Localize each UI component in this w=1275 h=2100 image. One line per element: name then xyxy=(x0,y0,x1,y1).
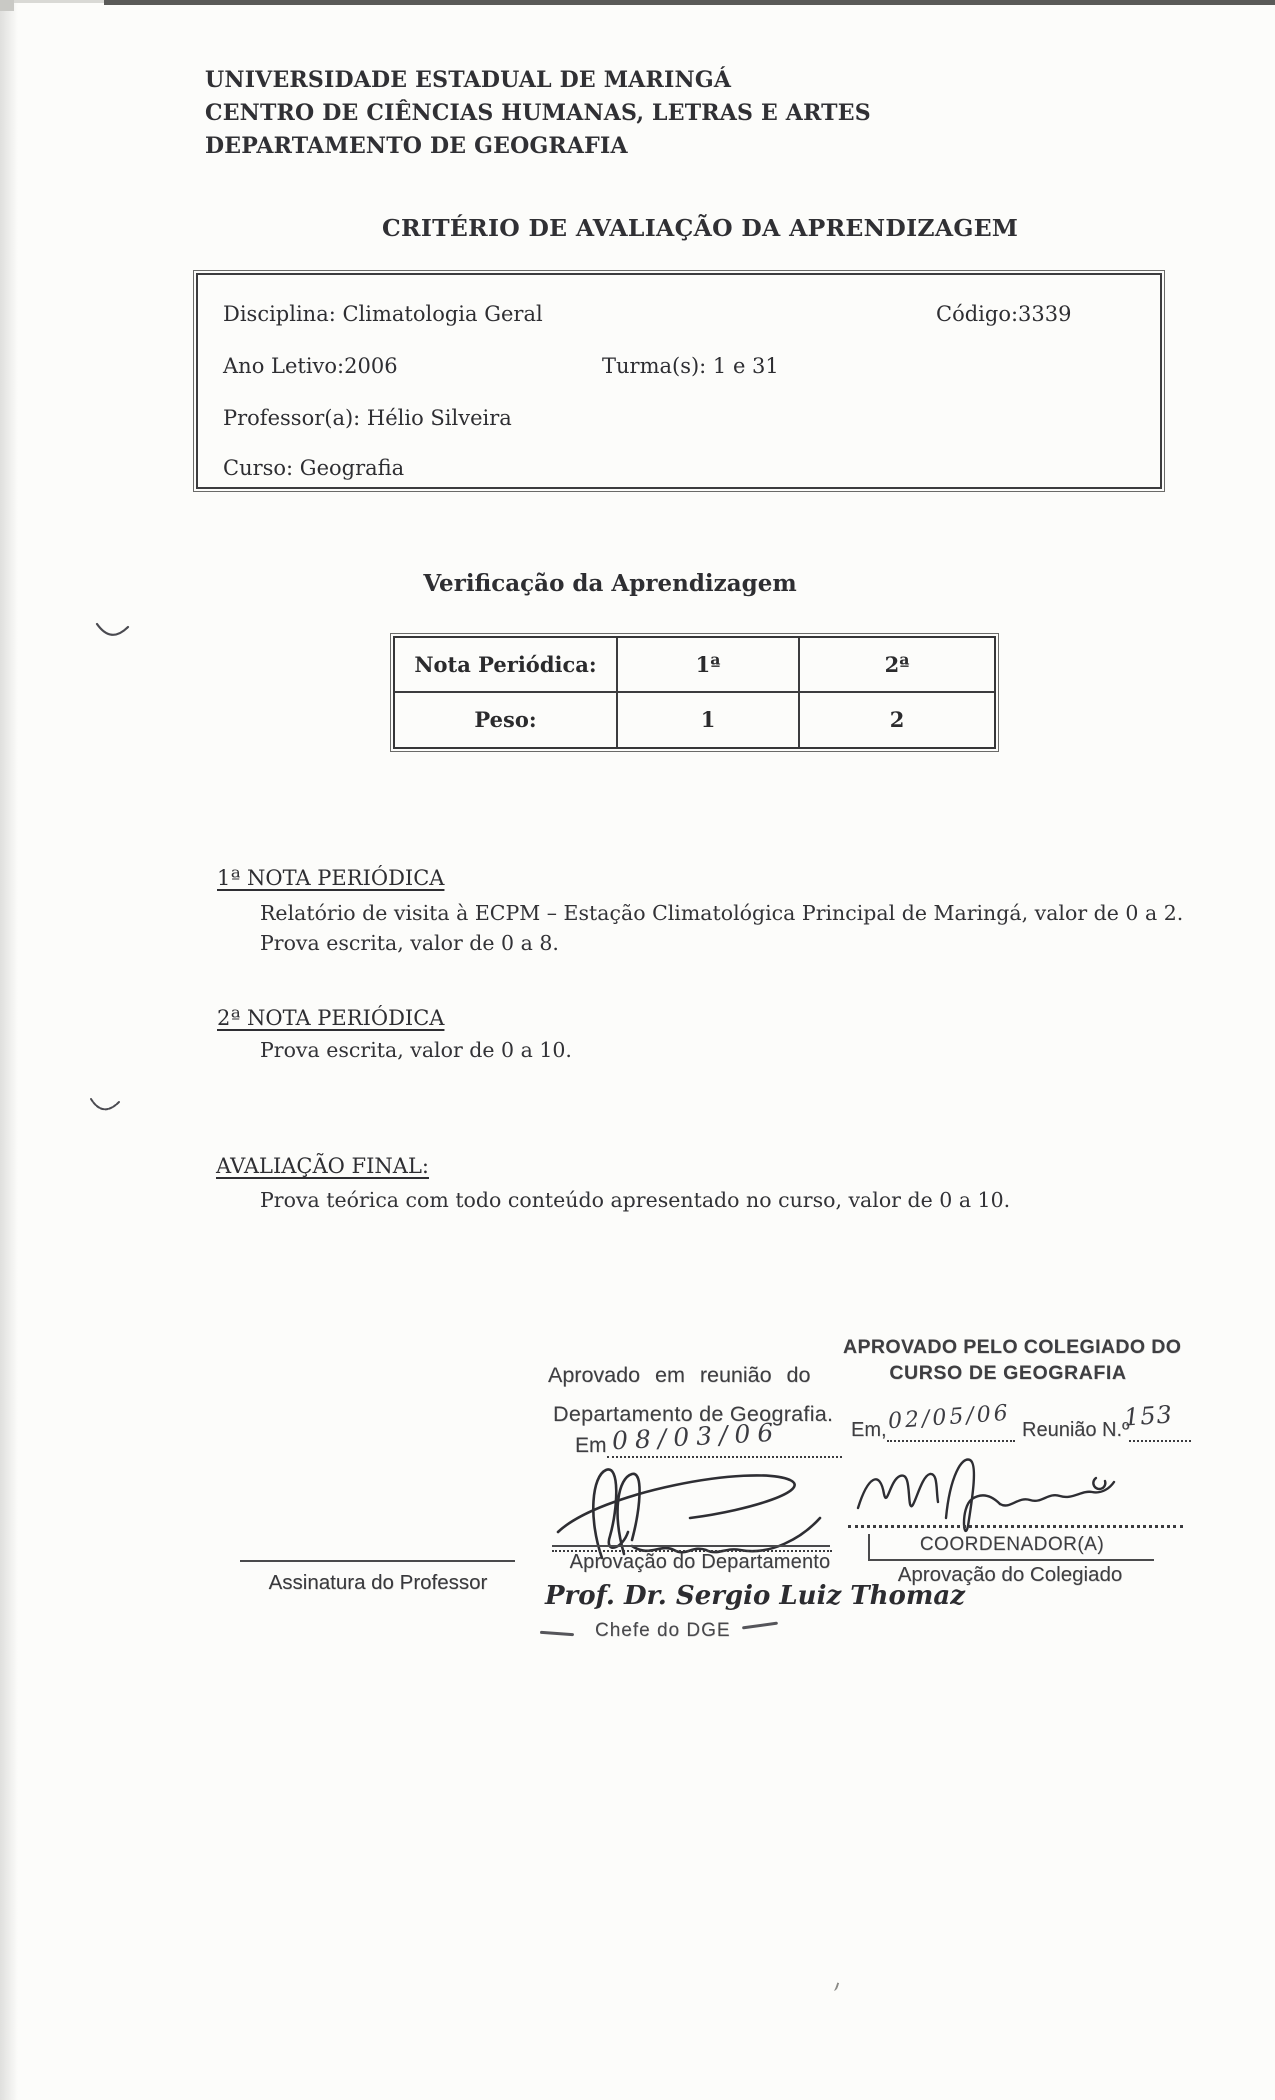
em-label: Em, xyxy=(851,1419,887,1441)
crescent-mark xyxy=(88,1094,122,1124)
crescent-mark xyxy=(94,618,132,650)
section-text: Prova escrita, valor de 0 a 10. xyxy=(260,1038,572,1062)
section-heading-nota2: 2ª NOTA PERIÓDICA xyxy=(217,1006,445,1030)
collegiate-approval-label: Aprovação do Colegiado xyxy=(897,1563,1123,1586)
collegiate-date-handwritten: 02/05/06 xyxy=(887,1400,1012,1435)
department-chief-title: Chefe do DGE xyxy=(595,1620,731,1641)
section-text: Relatório de visita à ECPM – Estação Climatológica Principal de Maringá, valor de 0 a 2. xyxy=(260,901,1184,925)
ano-letivo-value: Ano Letivo:2006 xyxy=(223,354,398,378)
scan-corner-artifact xyxy=(0,0,14,11)
document-title: CRITÉRIO DE AVALIAÇÃO DA APRENDIZAGEM xyxy=(382,214,1019,242)
department-stamp-line2: Departamento de Geografia. xyxy=(553,1402,834,1426)
department-name: DEPARTAMENTO DE GEOGRAFIA xyxy=(205,133,628,159)
university-header xyxy=(205,64,871,163)
section-heading-nota1: 1ª NOTA PERIÓDICA xyxy=(217,866,445,890)
codigo-value: Código:3339 xyxy=(936,302,1072,326)
professor-signature-label: Assinatura do Professor xyxy=(268,1571,488,1594)
em-label: Em xyxy=(575,1434,607,1457)
dotted-line xyxy=(848,1524,1183,1528)
turmas-value: Turma(s): 1 e 31 xyxy=(602,354,779,378)
university-name: UNIVERSIDADE ESTADUAL DE MARINGÁ xyxy=(205,67,732,93)
stamp-dash xyxy=(742,1622,778,1630)
collegiate-stamp-line1: APROVADO PELO COLEGIADO DO xyxy=(843,1336,1182,1358)
verification-section-title: Verificação da Aprendizagem xyxy=(423,570,797,597)
table-row-header: Nota Periódica: xyxy=(395,638,618,693)
section-text: Prova teórica com todo conteúdo apresentado no curso, valor de 0 a 10. xyxy=(260,1188,1011,1212)
professor-signature-line xyxy=(240,1560,515,1562)
table-cell-nota-2: 2ª xyxy=(800,638,994,693)
collegiate-stamp-line2: CURSO DE GEOGRAFIA xyxy=(889,1362,1127,1384)
scan-top-edge-artifact xyxy=(104,0,1275,5)
section-heading-avaliacao-final: AVALIAÇÃO FINAL: xyxy=(216,1154,429,1178)
department-stamp-line1: Aprovado em reunião do xyxy=(548,1363,811,1387)
stamp-dash xyxy=(540,1631,574,1636)
table-cell-peso-1: 1 xyxy=(618,693,800,748)
department-signature-line xyxy=(552,1545,830,1547)
curso-value: Curso: Geografia xyxy=(223,456,405,480)
disciplina-value: Disciplina: Climatologia Geral xyxy=(223,302,543,326)
section-text: Prova escrita, valor de 0 a 8. xyxy=(260,931,559,955)
course-info-box-border xyxy=(196,273,1162,489)
table-row-header: Peso: xyxy=(395,693,618,748)
table-cell-peso-2: 2 xyxy=(889,707,905,733)
department-date-handwritten: 08/03/06 xyxy=(611,1417,781,1456)
table-cell-nota-1: 1ª xyxy=(618,638,800,693)
course-info-box xyxy=(193,270,1165,492)
department-chief-name: Prof. Dr. Sergio Luiz Thomaz xyxy=(545,1581,965,1611)
scan-top-edge-light xyxy=(0,0,104,3)
scan-speck xyxy=(832,1981,840,1991)
coordinator-label: COORDENADOR(A) xyxy=(868,1534,1154,1561)
department-approval-label: Aprovação do Departamento xyxy=(569,1551,831,1573)
verification-table xyxy=(390,633,999,752)
center-name: CENTRO DE CIÊNCIAS HUMANAS, LETRAS E ARTES xyxy=(205,100,871,126)
reuniao-text: Reunião N.º xyxy=(1022,1419,1130,1441)
reuniao-number-handwritten: 153 xyxy=(1123,1400,1174,1432)
professor-value: Professor(a): Hélio Silveira xyxy=(223,406,512,430)
